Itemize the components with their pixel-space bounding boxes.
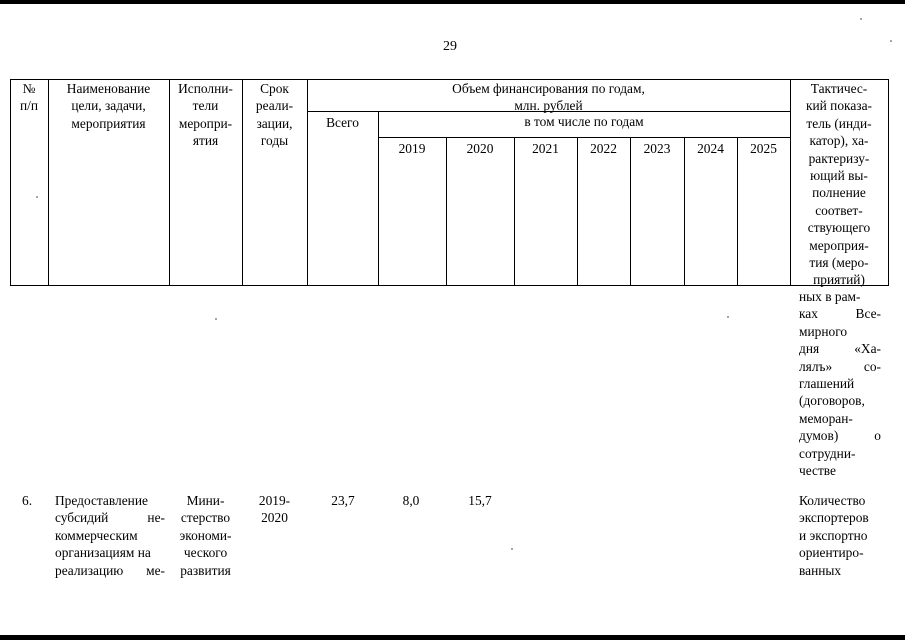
header-executors (169, 80, 242, 150)
row-exec-line: развития (180, 562, 231, 578)
scan-speck (36, 196, 38, 198)
years-divider-line (378, 137, 790, 138)
header-indicator-line: катор), ха- (809, 133, 869, 149)
indicator-line: меморан- (799, 410, 853, 426)
row-name-line: организациям на (55, 545, 151, 561)
header-exec-line: тели (192, 98, 219, 114)
header-indicator (790, 80, 888, 289)
header-name-line: Наименование (66, 81, 151, 96)
row-executor (169, 492, 242, 579)
header-total: Всего (326, 115, 359, 130)
indicator-line: мирного (799, 323, 848, 339)
header-num-line: № (22, 81, 36, 96)
header-num (10, 80, 48, 115)
row-exec-line: стерство (180, 510, 231, 526)
header-term (242, 80, 307, 150)
header-funding-line: Объем финансирования по годам, (452, 81, 645, 96)
row-exec-line: экономи- (179, 527, 232, 543)
indicator-line: (договоров, (799, 393, 865, 409)
page-number: 29 (443, 39, 457, 54)
header-name (48, 80, 169, 132)
row-name (55, 492, 165, 579)
header-indicator-line: соответ- (815, 202, 863, 218)
header-year-2020: 2020 (466, 141, 494, 156)
header-bottom-line (10, 285, 889, 286)
row-term (242, 492, 307, 527)
continued-indicator (799, 288, 881, 479)
header-year-2024: 2024 (697, 141, 724, 156)
header-funding-line: млн. рублей (514, 98, 583, 114)
header-indicator-line: кий показа- (806, 98, 872, 114)
header-indicator-line: ющий вы- (810, 168, 868, 184)
header-term-line: Срок (260, 81, 289, 96)
header-indicator-line: тия (меро- (809, 255, 869, 271)
indicator-line: дня «Ха- (799, 341, 881, 357)
row-term-line: 2020 (261, 510, 288, 526)
header-num-line: п/п (19, 98, 39, 114)
header-funding (307, 80, 790, 115)
row-name-line: Предоставление (55, 493, 148, 508)
scan-speck (890, 40, 892, 42)
scan-speck (727, 316, 729, 318)
indicator-line: думов) о (799, 428, 881, 444)
col-line-8 (577, 137, 578, 286)
scan-speck (215, 318, 217, 320)
scan-speck (860, 18, 862, 20)
col-line-6 (446, 137, 447, 286)
col-line-11 (737, 137, 738, 286)
header-year-2021: 2021 (532, 141, 559, 156)
header-by-years: в том числе по годам (524, 114, 644, 129)
col-line-9 (630, 137, 631, 286)
col-line-7 (514, 137, 515, 286)
row-number: 6. (22, 493, 33, 508)
row-indicator (799, 492, 885, 579)
header-indicator-line: приятий) (813, 272, 865, 288)
row-total: 23,7 (331, 493, 355, 508)
header-indicator-line: тель (инди- (806, 115, 872, 131)
row-2020: 15,7 (468, 493, 492, 508)
row-indicator-line: ориентиро- (799, 545, 864, 561)
indicator-line: лялъ» со- (799, 358, 881, 374)
row-name-line: субсидий не- (55, 510, 165, 526)
row-exec-line: ческого (183, 545, 228, 561)
header-term-line: годы (260, 133, 289, 149)
row-name-line: реализацию ме- (55, 562, 165, 578)
header-year-2023: 2023 (643, 141, 671, 156)
header-term-line: зации, (256, 115, 293, 131)
scan-speck (511, 548, 513, 550)
row-indicator-line: экспортеров (799, 510, 869, 526)
header-indicator-line: Тактичес- (810, 81, 868, 96)
row-name-line: коммерческим (55, 527, 138, 543)
bottom-border (0, 635, 905, 640)
header-indicator-line: полнение (812, 185, 866, 201)
header-term-line: реали- (255, 98, 294, 114)
col-line-13 (888, 79, 889, 286)
row-indicator-line: Количество (799, 493, 866, 508)
indicator-line: ных в рам- (799, 289, 861, 304)
row-term-line: 2019- (258, 493, 291, 508)
header-exec-line: ятия (192, 133, 219, 149)
header-exec-line: меропри- (178, 115, 233, 131)
header-year-2025: 2025 (750, 141, 777, 156)
indicator-line: честве (799, 463, 836, 479)
header-name-line: мероприятия (71, 115, 146, 131)
header-indicator-line: ствующего (807, 220, 871, 236)
col-line-10 (684, 137, 685, 286)
indicator-line: глашений (799, 376, 855, 392)
header-exec-line: Исполни- (178, 81, 233, 96)
header-indicator-line: мероприя- (809, 237, 869, 253)
indicator-line: сотрудни- (799, 445, 856, 461)
indicator-line: ках Все- (799, 306, 881, 322)
row-exec-line: Мини- (186, 493, 225, 508)
top-border (0, 0, 905, 4)
header-indicator-line: рактеризу- (808, 150, 870, 166)
header-year-2019: 2019 (398, 141, 426, 156)
row-indicator-line: ванных (799, 562, 842, 578)
header-name-line: цели, задачи, (71, 98, 146, 114)
row-indicator-line: и экспортно (799, 527, 868, 543)
row-2019: 8,0 (402, 493, 420, 508)
header-year-2022: 2022 (590, 141, 617, 156)
col-line-5 (378, 111, 379, 286)
